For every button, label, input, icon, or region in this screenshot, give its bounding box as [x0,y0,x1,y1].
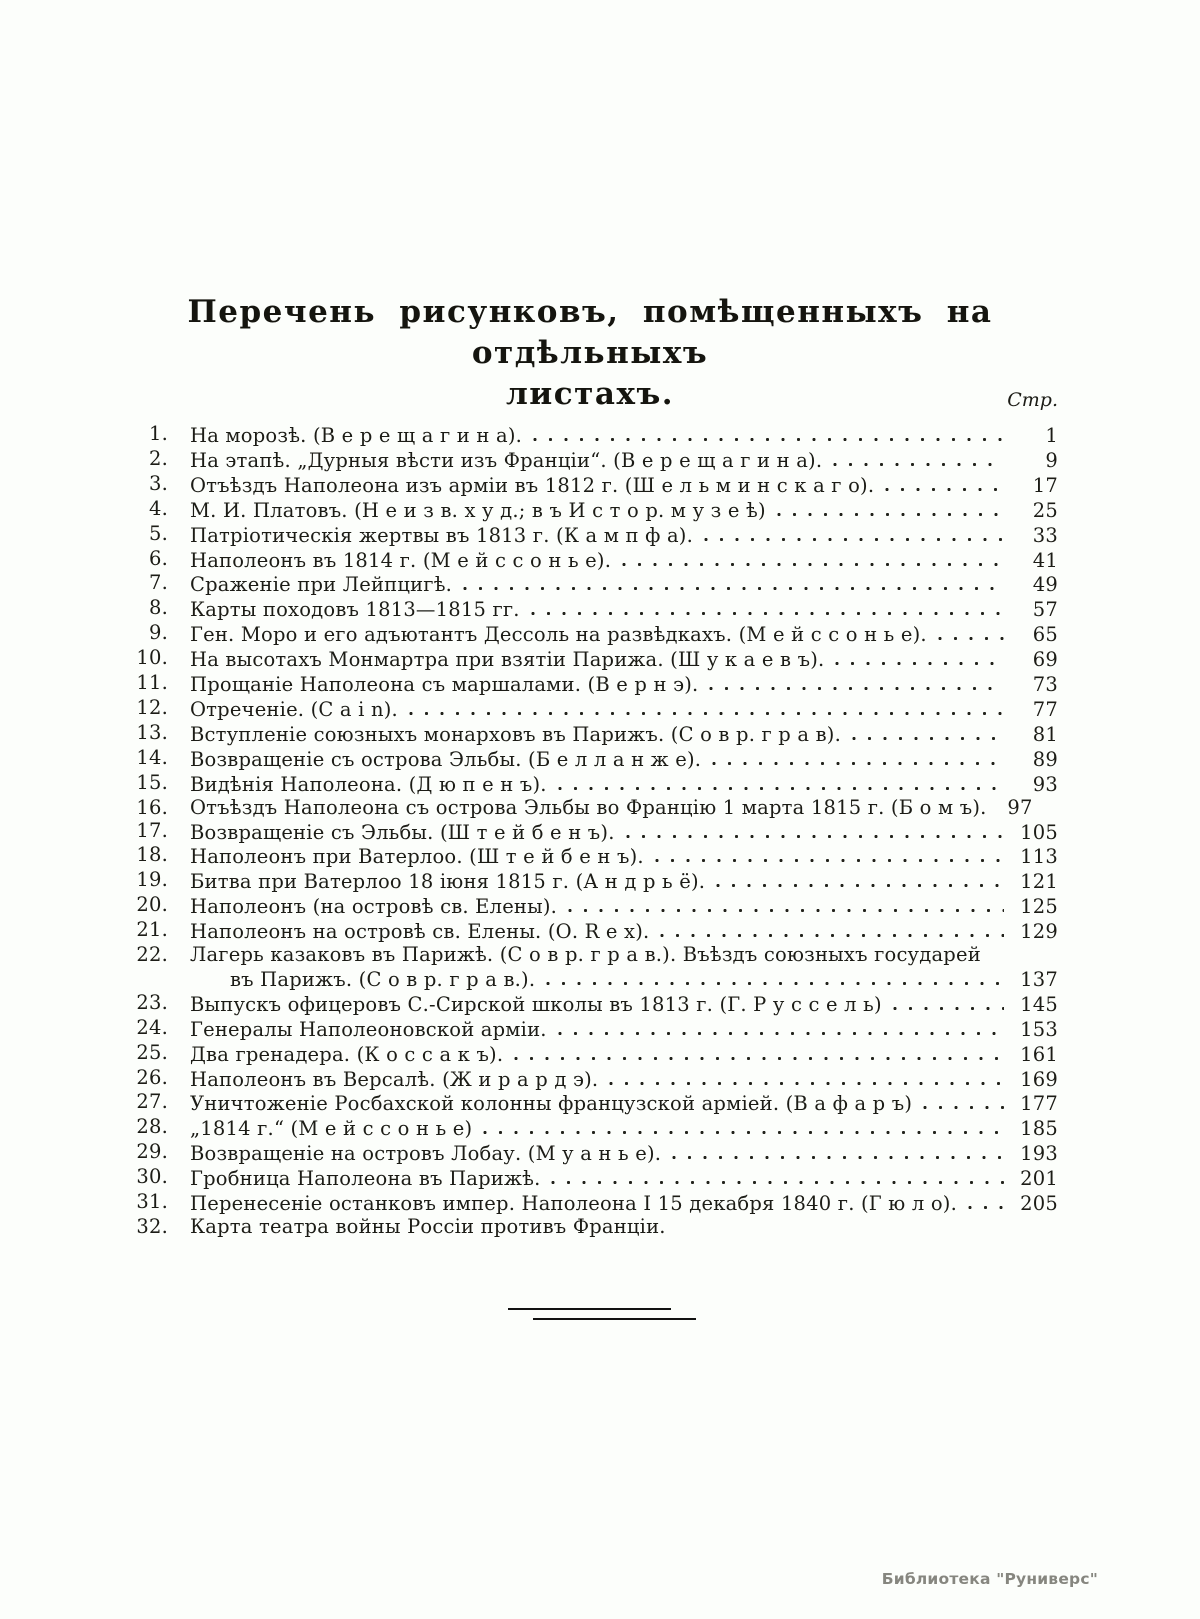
item-title: въ Парижъ. (С о в р. г р а в.). [230,967,536,991]
item-page-number: 201 [1020,1167,1058,1191]
dot-leader [654,844,1004,863]
item-body [190,797,1058,820]
dot-leader [659,919,1004,938]
dot-leader [776,498,1004,517]
item-number: 19. [136,868,168,892]
item-body [190,572,1058,597]
item-page-number: 129 [1020,920,1058,944]
item-line [190,1216,1058,1239]
item-title: Лагерь казаковъ въ Парижѣ. (С о в р. г р а в.). Въѣздъ союзныхъ государей [190,943,981,967]
item-line [190,448,1058,473]
dot-leader [851,722,1004,741]
dot-leader [621,548,1004,567]
item-page-number: 33 [1032,523,1058,547]
item-title: Наполеонъ при Ватерлоо. (Ш т е й б е н ъ). [190,845,644,869]
item-body [190,548,1058,573]
list-item [136,672,1058,697]
item-body [190,869,1058,894]
item-number: 4. [148,496,168,520]
item-body [190,894,1058,919]
list-item [136,820,1058,845]
item-title: Возвращеніе на островъ Лобау. (М у а н ь е). [190,1142,662,1166]
item-body [190,523,1058,548]
item-title: Карта театра войны Россіи противъ Франціи. [190,1215,666,1238]
item-body [190,747,1058,772]
dot-leader [625,820,1004,839]
dot-leader [715,869,1004,888]
item-page-number: 161 [1020,1042,1058,1066]
list-item [136,498,1058,523]
item-page-number: 169 [1020,1067,1058,1091]
item-body [190,992,1058,1017]
list-item [136,1141,1058,1166]
item-body [190,697,1058,722]
item-page-number: 185 [1020,1117,1058,1141]
item-body [190,672,1058,697]
item-page-number: 17 [1032,473,1058,497]
item-body [190,448,1058,473]
list-item [136,992,1058,1017]
list-item [136,548,1058,573]
item-page-number: 137 [1020,967,1058,991]
item-page-number: 57 [1032,598,1058,622]
list-item [136,944,1058,992]
item-title: Битва при Ватерлоо 18 іюня 1815 г. (А н д р ь ё). [190,870,706,894]
item-body [190,473,1058,498]
list-item [136,747,1058,772]
item-page-number: 113 [1020,845,1058,869]
item-number: 17. [136,818,168,842]
dot-leader [703,523,1004,542]
dot-leader [530,597,1004,616]
item-line [190,967,1058,992]
dot-leader [884,473,1004,492]
item-title: Гробница Наполеона въ Парижѣ. [190,1167,541,1191]
item-title: Перенесеніе останковъ импер. Наполеона I 15 декабря 1840 г. (Г ю л о). [190,1192,958,1216]
item-body [190,647,1058,672]
item-number: 18. [136,843,168,867]
item-title: Возвращеніе съ острова Эльбы. (Б е л л а н ж е). [190,747,702,771]
item-number: 11. [136,671,168,695]
item-line [190,523,1058,548]
list-item [136,1017,1058,1042]
dot-leader [967,1191,1004,1210]
item-title: Ген. Моро и его адъютантъ Дессоль на развѣдкахъ. (М е й с с о н ь е). [190,623,927,647]
item-body [190,1116,1058,1141]
item-number: 14. [136,745,168,769]
list-item [136,869,1058,894]
list-item [136,697,1058,722]
item-body [190,820,1058,845]
item-number: 30. [136,1165,168,1189]
list-item [136,523,1058,548]
item-page-number: 145 [1020,992,1058,1016]
item-page-number: 193 [1020,1142,1058,1166]
item-title: „1814 г.“ (М е й с с о н ь е) [190,1117,473,1141]
item-body [190,498,1058,523]
item-line [190,772,1058,797]
item-line [190,869,1058,894]
item-number: 8. [148,596,168,620]
item-title: М. И. Платовъ. (Н е и з в. х у д.; в ъ И с т о р. м у з е ѣ) [190,498,766,522]
item-number: 15. [136,770,168,794]
item-page-number: 105 [1020,820,1058,844]
item-number: 25. [136,1040,168,1064]
page-number-column-header: Стр. [1007,389,1058,411]
dot-leader [567,894,1004,913]
dot-leader [462,572,1004,591]
item-line [190,1042,1058,1067]
item-body [190,1166,1058,1191]
item-title: Наполеонъ на островѣ св. Елены. (О. R e x). [190,920,650,944]
page-title [110,292,1070,415]
item-page-number: 65 [1032,623,1058,647]
item-title: На высотахъ Монмартра при взятіи Парижа. (Ш у к а е в ъ). [190,648,825,672]
item-title: Вступленіе союзныхъ монарховъ въ Парижъ. (С о в р. г р а в). [190,722,841,746]
item-body [190,919,1058,944]
page-title-line2: листахъ. [505,376,675,412]
item-line [190,1091,1058,1116]
item-number: 32. [136,1215,168,1238]
item-number: 31. [136,1190,168,1214]
item-title: Наполеонъ въ Версалѣ. (Ж и р а р д э). [190,1067,599,1091]
item-body [190,1141,1058,1166]
item-page-number: 25 [1032,498,1058,522]
item-line [190,1067,1058,1092]
item-title: Наполеонъ въ 1814 г. (М е й с с о н ь е). [190,548,612,572]
item-body [190,423,1058,448]
dot-leader [513,1042,1004,1061]
item-line [190,1017,1058,1042]
item-body [190,944,1058,992]
list-item [136,1116,1058,1141]
item-page-number: 153 [1020,1017,1058,1041]
item-line [190,1166,1058,1191]
section-divider-line-bottom [533,1318,696,1320]
item-page-number: 49 [1032,573,1058,597]
list-item [136,772,1058,797]
item-number: 12. [136,695,168,719]
list-item [136,797,1058,820]
item-body [190,1191,1058,1216]
item-body [190,1017,1058,1042]
dot-leader [937,622,1004,641]
list-item [136,1191,1058,1216]
item-number: 29. [136,1140,168,1164]
item-line [190,1141,1058,1166]
list-item [136,647,1058,672]
item-line [190,894,1058,919]
dot-leader [532,423,1004,442]
item-title: Отъѣздъ Наполеона съ острова Эльбы во Францію 1 марта 1815 г. (Б о м ъ). [190,795,987,819]
item-number: 5. [148,521,168,545]
item-number: 20. [136,893,168,917]
item-page-number: 41 [1032,548,1058,572]
item-number: 16. [136,795,168,819]
item-title: Возвращеніе съ Эльбы. (Ш т е й б е н ъ). [190,820,615,844]
item-title: Отъѣздъ Наполеона изъ арміи въ 1812 г. (Ш е л ь м и н с к а г о). [190,473,875,497]
library-watermark: Библиотека "Руниверс" [881,1570,1098,1588]
dot-leader [834,647,1004,666]
item-title: Сраженіе при Лейпцигѣ. [190,573,453,597]
dot-leader [608,1067,1004,1086]
list-item [136,597,1058,622]
item-page-number: 69 [1032,648,1058,672]
item-page-number: 121 [1020,870,1058,894]
item-number: 2. [148,446,168,470]
item-line [190,473,1058,498]
list-item [136,1216,1058,1239]
item-line [190,722,1058,747]
item-line [190,597,1058,622]
item-title: Видѣнія Наполеона. (Д ю п е н ъ). [190,772,547,796]
item-title: Патріотическія жертвы въ 1813 г. (К а м п ф а). [190,523,693,547]
item-line [190,647,1058,672]
item-line [190,992,1058,1017]
item-body [190,722,1058,747]
item-body [190,1216,1058,1239]
section-divider-line-top [508,1308,671,1310]
item-line [190,572,1058,597]
item-line [190,548,1058,573]
item-title: Прощаніе Наполеона съ маршалами. (В е р н э). [190,673,699,697]
item-number: 9. [148,621,168,645]
item-line [190,747,1058,772]
dot-leader [708,672,1004,691]
item-body [190,844,1058,869]
dot-leader [892,992,1004,1011]
dot-leader [482,1116,1004,1135]
item-page-number: 177 [1020,1092,1058,1116]
item-page-number: 125 [1020,895,1058,919]
list-item [136,844,1058,869]
item-body [190,597,1058,622]
item-line [190,672,1058,697]
item-number: 21. [136,918,168,942]
list-item [136,722,1058,747]
list-item [136,473,1058,498]
list-item [136,448,1058,473]
list-item [136,572,1058,597]
list-item [136,622,1058,647]
item-number: 28. [136,1115,168,1139]
item-line [190,1191,1058,1216]
item-body [190,1042,1058,1067]
item-number: 26. [136,1065,168,1089]
list-item [136,1166,1058,1191]
item-page-number: 77 [1032,697,1058,721]
item-title: На морозѣ. (В е р е щ а г и н а). [190,424,523,447]
item-page-number: 81 [1032,722,1058,746]
item-line [190,622,1058,647]
item-number: 6. [148,546,168,570]
item-number: 23. [136,990,168,1014]
item-page-number: 93 [1032,772,1058,796]
item-page-number: 89 [1032,747,1058,771]
item-body [190,1067,1058,1092]
item-line [190,498,1058,523]
item-number: 3. [148,471,168,495]
item-title: Два гренадера. (К о с с а к ъ). [190,1042,504,1066]
dot-leader [671,1141,1004,1160]
item-title: Наполеонъ (на островѣ св. Елены). [190,895,558,919]
item-title: Генералы Наполеоновской арміи. [190,1017,547,1041]
page-title-line1: Перечень рисунковъ, помѣщенныхъ на отдѣльныхъ [187,294,993,371]
item-number: 24. [136,1015,168,1039]
dot-leader [922,1091,1004,1110]
item-page-number: 97 [1007,795,1033,819]
item-number: 22. [136,943,168,967]
item-number: 13. [136,720,168,744]
list-item [136,1091,1058,1116]
item-number: 1. [148,422,168,445]
item-title: Выпускъ офицеровъ С.-Сирской школы въ 1813 г. (Г. Р у с с е л ь) [190,992,882,1016]
list-item [136,919,1058,944]
item-title: Карты походовъ 1813—1815 гг. [190,598,520,622]
dot-leader [557,1017,1004,1036]
dot-leader [711,747,1004,766]
item-number: 27. [136,1090,168,1114]
dot-leader [550,1166,1004,1185]
item-line [190,844,1058,869]
list-item [136,894,1058,919]
item-line [190,797,1058,820]
item-body [190,1091,1058,1116]
item-line [190,697,1058,722]
dot-leader [408,697,1004,716]
item-page-number: 9 [1045,448,1058,472]
item-title: Отреченіе. (C a i n). [190,697,398,721]
item-number: 10. [136,646,168,670]
item-line [190,423,1058,448]
item-line [190,1116,1058,1141]
illustration-list [136,423,1058,1239]
dot-leader [832,448,1004,467]
item-page-number: 73 [1032,673,1058,697]
item-line [190,919,1058,944]
list-item [136,1042,1058,1067]
list-item [136,423,1058,448]
item-line [190,944,1058,967]
item-title: На этапѣ. „Дурныя вѣсти изъ Франціи“. (В е р е щ а г и н а). [190,448,823,472]
dot-leader [545,967,1004,986]
item-page-number: 1 [1045,424,1058,447]
dot-leader [557,772,1004,791]
item-line [190,820,1058,845]
item-body [190,622,1058,647]
item-number: 7. [148,571,168,595]
list-item [136,1067,1058,1092]
item-title: Уничтоженіе Росбахской колонны французской арміей. (В а ф а р ъ) [190,1092,913,1116]
item-body [190,772,1058,797]
item-page-number: 205 [1020,1192,1058,1216]
